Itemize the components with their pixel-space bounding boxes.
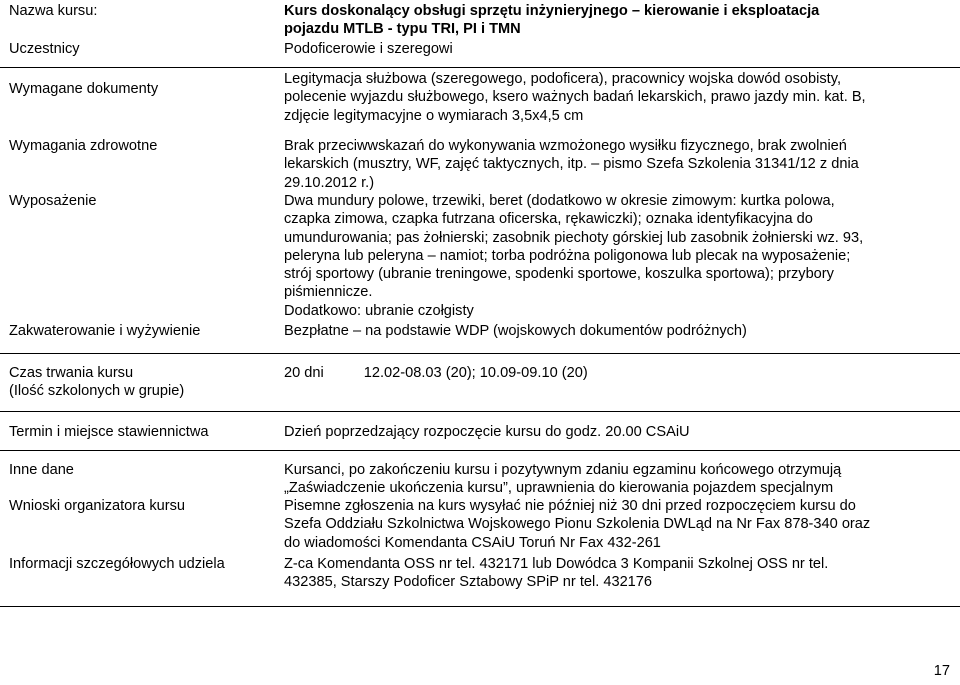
equipment-line-4: peleryna lub peleryna – namiot; torba podróżna poligonowa lub plecak na wyposażenie; [284, 247, 851, 264]
health-line-2: lekarskich (musztry, WF, zajęć taktycznych, itp. – pismo Szefa Szkolenia 31341/12 z dnia [284, 156, 859, 173]
label-other: Inne dane [9, 462, 74, 478]
course-name-line-2: pojazdu MTLB - typu TRI, PI i TMN [284, 21, 521, 38]
value-info [284, 555, 954, 592]
value-health [284, 137, 954, 192]
documents-line-1: Legitymacja służbowa (szeregowego, podoficera), pracownicy wojska dowód osobisty, [284, 71, 841, 87]
page-number: 17 [933, 663, 950, 679]
table-bottom-rule [0, 606, 960, 607]
value-other [284, 461, 954, 498]
value-duration [284, 364, 954, 382]
value-documents [284, 70, 954, 125]
label-accommodation: Zakwaterowanie i wyżywienie [9, 323, 201, 339]
course-name-line-1: Kurs doskonalący obsługi sprzętu inżynieryjnego – kierowanie i eksploatacja [284, 3, 820, 19]
value-accommodation: Bezpłatne – na podstawie WDP (wojskowych dokumentów podróżnych) [284, 323, 747, 339]
label-documents: Wymagane dokumenty [9, 81, 159, 97]
row-other [0, 450, 960, 497]
value-applications [284, 497, 954, 552]
info-line-2: 432385, Starszy Podoficer Sztabowy SPiP nr tel. 432176 [284, 574, 653, 591]
label-duration [9, 364, 271, 401]
documents-line-2: polecenie wyjazdu służbowego, ksero ważnych badań lekarskich, prawo jazdy min. kat. B, [284, 89, 866, 106]
other-line-1: Kursanci, po zakończeniu kursu i pozytywnym zdaniu egzaminu końcowego otrzymują [284, 462, 842, 478]
value-arrival: Dzień poprzedzający rozpoczęcie kursu do godz. 20.00 CSAiU [284, 424, 690, 440]
row-documents [0, 67, 960, 124]
documents-line-3: zdjęcie legitymacyjne o wymiarach 3,5x4,5 cm [284, 107, 584, 124]
info-line-1: Z-ca Komendanta OSS nr tel. 432171 lub Dowódca 3 Kompanii Szkolnej OSS nr tel. [284, 556, 829, 572]
other-line-2: „Zaświadczenie ukończenia kursu”, uprawnienia do kierowania pojazdem specjalnym [284, 480, 834, 497]
equipment-line-3: umundurowania; pas żołnierski; zasobnik piechoty górskiej lub zasobnik żołnierski wz. 93, [284, 229, 864, 246]
value-participants: Podoficerowie i szeregowi [284, 41, 453, 57]
applications-line-3: do wiadomości Komendanta CSAiU Toruń Nr Fax 432-261 [284, 534, 661, 551]
duration-dates: 12.02-08.03 (20); 10.09-09.10 (20) [363, 365, 588, 381]
label-applications: Wnioski organizatora kursu [9, 498, 186, 514]
label-course-name: Nazwa kursu: [9, 3, 98, 19]
label-equipment: Wyposażenie [9, 193, 97, 209]
equipment-line-7: Dodatkowo: ubranie czołgisty [284, 302, 474, 319]
equipment-line-6: piśmiennicze. [284, 284, 373, 301]
row-duration [0, 353, 960, 400]
equipment-line-1: Dwa mundury polowe, trzewiki, beret (dodatkowo w okresie zimowym: kurtka polowa, [284, 193, 835, 209]
label-health: Wymagania zdrowotne [9, 138, 158, 154]
applications-line-1: Pisemne zgłoszenia na kurs wysyłać nie później niż 30 dni przed rozpoczęciem kursu do [284, 498, 856, 514]
equipment-line-5: strój sportowy (ubranie treningowe, spodenki sportowe, koszulka sportowa); przybory [284, 266, 834, 283]
value-equipment [284, 192, 954, 320]
row-arrival [0, 411, 960, 440]
equipment-line-2: czapka zimowa, czapka futrzana oficerska, rękawiczki); oznaka identyfikacyjna do [284, 211, 813, 228]
health-line-3: 29.10.2012 r.) [284, 174, 375, 191]
label-info: Informacji szczegółowych udziela [9, 556, 225, 572]
value-course-name [284, 2, 954, 39]
duration-label-line-1: Czas trwania kursu [9, 365, 134, 381]
health-line-1: Brak przeciwwskazań do wykonywania wzmożonego wysiłku fizycznego, brak zwolnień [284, 138, 847, 154]
duration-days: 20 dni [284, 365, 324, 381]
applications-line-2: Szefa Oddziału Szkolnictwa Wojskowego Pionu Szkolenia DWLąd na Nr Fax 878-340 oraz [284, 516, 871, 533]
label-participants: Uczestnicy [9, 41, 80, 57]
duration-label-line-2: (Ilość szkolonych w grupie) [9, 383, 185, 400]
label-arrival: Termin i miejsce stawiennictwa [9, 424, 209, 440]
